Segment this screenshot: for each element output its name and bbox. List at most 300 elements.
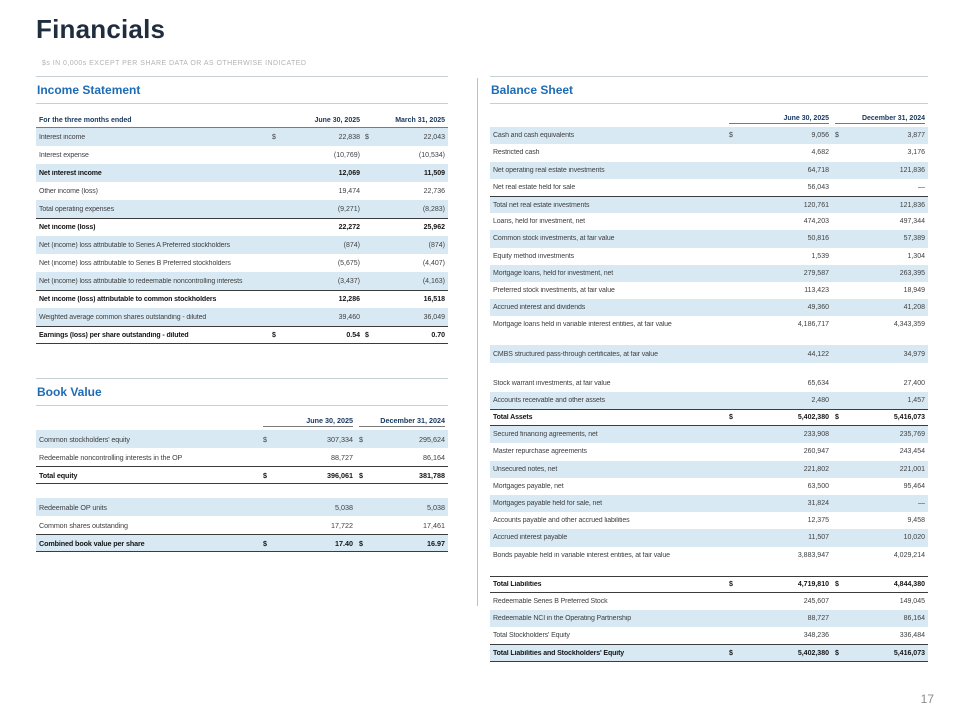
value: 221,001: [899, 465, 925, 473]
row-value-col1: [729, 414, 829, 421]
table-row: [490, 345, 928, 362]
row-label: Bonds payable held in variable interest entities, at fair value: [493, 551, 670, 559]
table-row: [490, 196, 928, 213]
row-value-col2: [835, 380, 925, 387]
row-label: Weighted average common shares outstanding - diluted: [39, 313, 207, 321]
value: 17,722: [331, 520, 353, 530]
value: (4,163): [422, 277, 445, 285]
table-row: [36, 200, 448, 218]
value: (874): [343, 241, 360, 249]
row-label: CMBS structured pass-through certificates, at fair value: [493, 350, 658, 358]
value: 336,484: [899, 632, 925, 640]
row-value-col2: [835, 149, 925, 156]
table-row: [36, 272, 448, 290]
row-value-col2: [365, 152, 445, 159]
value: 18,949: [903, 286, 925, 294]
row-value-col1: [729, 581, 829, 588]
table-row: [36, 430, 448, 448]
value: 120,761: [803, 201, 829, 209]
value: 64,718: [807, 166, 829, 174]
row-value-col1: [729, 149, 829, 156]
row-value-col2: [835, 321, 925, 328]
value: 17.40: [335, 538, 353, 548]
value: 22,736: [423, 187, 445, 195]
value: 3,883,947: [797, 551, 829, 559]
row-value-col2: [835, 448, 925, 455]
row-value-col1: [263, 453, 353, 462]
row-value-col1: [729, 517, 829, 524]
row-value-col1: [729, 500, 829, 507]
row-label: Combined book value per share: [39, 538, 145, 548]
table-header-row: [490, 110, 928, 127]
value: 233,908: [803, 431, 829, 439]
row-value-col1: [263, 471, 353, 480]
table-row: [36, 448, 448, 466]
row-value-col1: [729, 304, 829, 311]
row-label: Total Stockholders' Equity: [493, 632, 570, 640]
value: 1,457: [907, 396, 925, 404]
row-value-col2: [835, 483, 925, 490]
row-label: Accounts receivable and other assets: [493, 396, 606, 404]
row-label: Total equity: [39, 470, 78, 480]
row-value-col1: [272, 206, 360, 213]
dollar-sign: $: [835, 414, 839, 422]
table-row: [490, 644, 928, 661]
table-header-row: [36, 110, 448, 128]
dollar-sign: $: [359, 538, 363, 548]
row-label: Secured financing agreements, net: [493, 431, 598, 439]
row-value-col2: [365, 242, 445, 249]
table-row: [36, 326, 448, 344]
dollar-sign: $: [359, 470, 363, 480]
value: 88,727: [807, 615, 829, 623]
table-row: [36, 128, 448, 146]
table-row: [36, 254, 448, 272]
value: 1,539: [811, 252, 829, 260]
row-value-col1: [729, 167, 829, 174]
row-value-col2: [835, 270, 925, 277]
value: 86,164: [423, 452, 445, 462]
row-value-col1: [729, 202, 829, 209]
value: 2,480: [811, 396, 829, 404]
header-col2: December 31, 2024: [835, 115, 925, 124]
row-label: Mortgage loans held in variable interest entities, at fair value: [493, 321, 672, 329]
table-row: [490, 443, 928, 460]
row-label: Net income (loss) attributable to common stockholders: [39, 296, 217, 303]
table-row: [490, 213, 928, 230]
book-value-table: [36, 412, 448, 552]
row-label: Total Liabilities and Stockholders' Equity: [493, 649, 625, 657]
value: 57,389: [903, 235, 925, 243]
value: 63,500: [807, 482, 829, 490]
row-value-col1: [729, 270, 829, 277]
value: 396,061: [327, 470, 353, 480]
table-row: [490, 282, 928, 299]
table-row: [490, 248, 928, 265]
table-row: [490, 529, 928, 546]
row-label: Mortgage loans, held for investment, net: [493, 269, 614, 277]
value: 243,454: [899, 448, 925, 456]
row-value-col2: [835, 414, 925, 421]
row-value-col1: [272, 278, 360, 285]
value: 149,045: [899, 597, 925, 605]
row-value-col1: [729, 431, 829, 438]
dollar-sign: $: [729, 649, 733, 657]
column-divider: [477, 78, 478, 606]
table-row: [36, 466, 448, 484]
value: (3,437): [337, 277, 360, 285]
value: 5,416,073: [893, 414, 925, 422]
row-label: Restricted cash: [493, 149, 540, 157]
value: 12,069: [338, 169, 360, 177]
value: 88,727: [331, 452, 353, 462]
value: 86,164: [903, 615, 925, 623]
value: 9,056: [811, 132, 829, 140]
row-value-col2: [835, 598, 925, 605]
row-label: Net operating real estate investments: [493, 166, 605, 174]
row-label: Stock warrant investments, at fair value: [493, 379, 611, 387]
row-label: Net (income) loss attributable to redeemable noncontrolling interests: [39, 277, 243, 285]
row-value-col2: [835, 650, 925, 657]
row-value-col1: [272, 170, 360, 177]
spacer-row: [490, 564, 928, 576]
row-value-col2: [365, 332, 445, 339]
row-value-col1: [729, 380, 829, 387]
table-row: [490, 144, 928, 161]
row-value-col2: [365, 206, 445, 213]
value: 3,176: [907, 149, 925, 157]
dollar-sign: $: [365, 133, 369, 141]
table-row: [490, 179, 928, 196]
table-row: [36, 182, 448, 200]
value: (4,407): [422, 259, 445, 267]
table-row: [36, 498, 448, 516]
dollar-sign: $: [729, 580, 733, 588]
row-value-col1: [272, 242, 360, 249]
header-label: For the three months ended: [39, 117, 132, 124]
row-label: Cash and cash equivalents: [493, 132, 575, 140]
row-value-col1: [272, 332, 360, 339]
value: 22,272: [338, 224, 360, 231]
table-row: [490, 316, 928, 333]
value: 4,186,717: [797, 321, 829, 329]
table-row: [36, 308, 448, 326]
row-value-col2: [365, 188, 445, 195]
value: 44,122: [807, 350, 829, 358]
balance-sheet-section: [490, 76, 928, 662]
dollar-sign: $: [263, 538, 267, 548]
row-label: Net interest income: [39, 169, 102, 177]
row-value-col2: [365, 296, 445, 303]
table-row: [490, 375, 928, 392]
row-value-col1: [263, 521, 353, 530]
value: 11,509: [423, 169, 445, 177]
row-label: Master repurchase agreements: [493, 448, 587, 456]
row-label: Equity method investments: [493, 252, 575, 260]
table-row: [490, 478, 928, 495]
row-label: Preferred stock investments, at fair value: [493, 286, 615, 294]
row-value-col1: [729, 650, 829, 657]
value: 12,286: [338, 296, 360, 303]
table-row: [36, 146, 448, 164]
row-value-col2: [359, 471, 445, 480]
row-value-col1: [272, 296, 360, 303]
value: 381,788: [419, 470, 445, 480]
value: 41,208: [903, 304, 925, 312]
value: 27,400: [903, 379, 925, 387]
row-value-col2: [365, 278, 445, 285]
row-label: Other income (loss): [39, 187, 98, 195]
value: —: [918, 500, 925, 508]
value: 263,395: [899, 269, 925, 277]
value: 221,802: [803, 465, 829, 473]
value: 9,458: [907, 517, 925, 525]
row-value-col1: [729, 397, 829, 404]
value: 16.97: [427, 538, 445, 548]
value: 39,460: [338, 313, 360, 321]
value: 10,020: [903, 534, 925, 542]
row-value-col1: [729, 598, 829, 605]
value: 95,464: [903, 482, 925, 490]
row-label: Common stock investments, at fair value: [493, 235, 615, 243]
table-row: [490, 265, 928, 282]
value: —: [918, 183, 925, 191]
value: 5,038: [427, 502, 445, 512]
row-value-col1: [729, 321, 829, 328]
row-value-col2: [835, 218, 925, 225]
value: 49,360: [807, 304, 829, 312]
row-value-col1: [729, 552, 829, 559]
table-row: [36, 218, 448, 236]
value: 348,236: [803, 632, 829, 640]
row-value-col1: [729, 235, 829, 242]
value: (10,769): [333, 151, 360, 159]
row-value-col1: [272, 314, 360, 321]
row-label: Total operating expenses: [39, 205, 114, 213]
table-row: [490, 127, 928, 144]
table-row: [490, 409, 928, 426]
page-title: Financials: [36, 14, 166, 44]
value: 12,375: [807, 517, 829, 525]
table-row: [36, 236, 448, 254]
row-value-col1: [729, 184, 829, 191]
row-value-col2: [835, 304, 925, 311]
row-label: Interest income: [39, 133, 86, 141]
row-label: Accrued interest payable: [493, 534, 568, 542]
value: 11,507: [808, 534, 829, 542]
row-value-col2: [365, 224, 445, 231]
row-value-col2: [359, 435, 445, 444]
table-row: [490, 299, 928, 316]
value: 5,416,073: [893, 649, 925, 657]
row-value-col1: [729, 615, 829, 622]
value: 22,043: [423, 133, 445, 141]
table-row: [490, 230, 928, 247]
row-value-col1: [729, 218, 829, 225]
value: 295,624: [419, 434, 445, 444]
row-value-col2: [835, 184, 925, 191]
value: 17,461: [423, 520, 445, 530]
row-value-col2: [835, 167, 925, 174]
value: 4,029,214: [893, 551, 925, 559]
row-value-col2: [835, 287, 925, 294]
income-statement-section: [36, 76, 448, 344]
value: 4,719,810: [797, 580, 829, 588]
value: (874): [428, 241, 445, 249]
row-label: Accounts payable and other accrued liabilities: [493, 517, 630, 525]
row-value-col2: [835, 253, 925, 260]
row-label: Net income (loss): [39, 224, 96, 231]
table-row: [36, 516, 448, 534]
header-col2: March 31, 2025: [395, 117, 445, 124]
value: 0.70: [431, 331, 445, 339]
table-row: [490, 495, 928, 512]
value: 497,344: [899, 218, 925, 226]
row-value-col1: [729, 534, 829, 541]
value: 1,304: [907, 252, 925, 260]
balance-sheet-table: [490, 110, 928, 662]
row-value-col2: [835, 552, 925, 559]
table-row: [490, 576, 928, 593]
dollar-sign: $: [263, 470, 267, 480]
spacer-row: [490, 363, 928, 375]
row-value-col1: [272, 152, 360, 159]
subtitle: $s IN 0,000s EXCEPT PER SHARE DATA OR AS OTHERWISE INDICATED: [42, 60, 307, 67]
value: 56,043: [807, 183, 829, 191]
header-col1: June 30, 2025: [263, 416, 353, 427]
value: 19,474: [338, 187, 360, 195]
row-value-col1: [729, 253, 829, 260]
balance-sheet-heading: Balance Sheet: [490, 76, 928, 104]
row-value-col2: [835, 500, 925, 507]
dollar-sign: $: [835, 132, 839, 140]
row-label: Accrued interest and dividends: [493, 304, 586, 312]
table-row: [490, 610, 928, 627]
income-statement-heading: Income Statement: [36, 76, 448, 104]
row-value-col2: [835, 615, 925, 622]
row-label: Redeemable noncontrolling interests in the OP: [39, 452, 183, 462]
dollar-sign: $: [835, 649, 839, 657]
table-row: [490, 512, 928, 529]
row-label: Mortgages payable, net: [493, 482, 564, 490]
table-row: [36, 534, 448, 552]
value: (8,283): [422, 205, 445, 213]
row-label: Net (income) loss attributable to Series A Preferred stockholders: [39, 241, 231, 249]
table-row: [490, 461, 928, 478]
book-value-section: [36, 378, 448, 552]
row-value-col1: [272, 224, 360, 231]
row-value-col1: [729, 351, 829, 358]
value: (5,675): [337, 259, 360, 267]
value: 121,836: [899, 166, 925, 174]
value: 36,049: [423, 313, 445, 321]
dollar-sign: $: [263, 434, 267, 444]
dollar-sign: $: [365, 331, 369, 339]
spacer-row: [490, 333, 928, 345]
header-col1: June 30, 2025: [729, 115, 829, 124]
dollar-sign: $: [729, 132, 733, 140]
row-value-col1: [729, 483, 829, 490]
dollar-sign: $: [272, 331, 276, 339]
value: 279,587: [803, 269, 829, 277]
row-value-col1: [272, 260, 360, 267]
value: 4,682: [811, 149, 829, 157]
table-row: [490, 627, 928, 644]
income-statement-table: [36, 110, 448, 344]
value: 245,607: [803, 597, 829, 605]
row-label: Redeemable Series B Preferred Stock: [493, 597, 608, 605]
row-value-col2: [835, 431, 925, 438]
value: 5,402,380: [797, 649, 829, 657]
row-label: Common stockholders' equity: [39, 434, 130, 444]
page-number: 17: [920, 692, 934, 706]
value: 34,979: [903, 350, 925, 358]
dollar-sign: $: [729, 414, 733, 422]
row-value-col2: [835, 351, 925, 358]
value: 5,038: [335, 502, 353, 512]
dollar-sign: $: [272, 133, 276, 141]
table-row: [490, 593, 928, 610]
row-label: Common shares outstanding: [39, 520, 128, 530]
row-value-col2: [365, 260, 445, 267]
row-value-col1: [263, 503, 353, 512]
row-value-col2: [359, 503, 445, 512]
row-value-col2: [835, 581, 925, 588]
row-label: Earnings (loss) per share outstanding - diluted: [39, 331, 189, 339]
row-value-col2: [835, 466, 925, 473]
value: 25,962: [423, 224, 445, 231]
book-value-heading: Book Value: [36, 378, 448, 406]
row-label: Total Liabilities: [493, 580, 542, 588]
table-header-row: [36, 412, 448, 430]
value: 31,824: [807, 500, 829, 508]
value: (9,271): [337, 205, 360, 213]
value: 65,634: [807, 379, 829, 387]
value: 235,769: [899, 431, 925, 439]
row-value-col1: [729, 466, 829, 473]
row-label: Unsecured notes, net: [493, 465, 558, 473]
row-label: Total Assets: [493, 414, 533, 422]
row-value-col2: [835, 517, 925, 524]
row-value-col2: [365, 170, 445, 177]
value: 4,343,359: [893, 321, 925, 329]
value: 260,947: [803, 448, 829, 456]
table-row: [490, 162, 928, 179]
row-value-col2: [835, 202, 925, 209]
row-value-col2: [359, 521, 445, 530]
dollar-sign: $: [359, 434, 363, 444]
row-label: Redeemable OP units: [39, 502, 107, 512]
value: (10,534): [418, 151, 445, 159]
row-label: Loans, held for investment, net: [493, 218, 586, 226]
table-row: [36, 290, 448, 308]
row-label: Net real estate held for sale: [493, 183, 576, 191]
value: 121,836: [899, 201, 925, 209]
row-value-col1: [729, 287, 829, 294]
row-value-col1: [729, 448, 829, 455]
row-value-col2: [835, 632, 925, 639]
value: 22,838: [338, 133, 360, 141]
row-value-col2: [835, 132, 925, 139]
row-value-col1: [272, 188, 360, 195]
value: 50,816: [807, 235, 829, 243]
header-col2: December 31, 2024: [359, 416, 445, 427]
row-value-col2: [359, 539, 445, 548]
row-value-col1: [263, 435, 353, 444]
row-value-col2: [835, 235, 925, 242]
value: 5,402,380: [797, 414, 829, 422]
table-row: [36, 164, 448, 182]
